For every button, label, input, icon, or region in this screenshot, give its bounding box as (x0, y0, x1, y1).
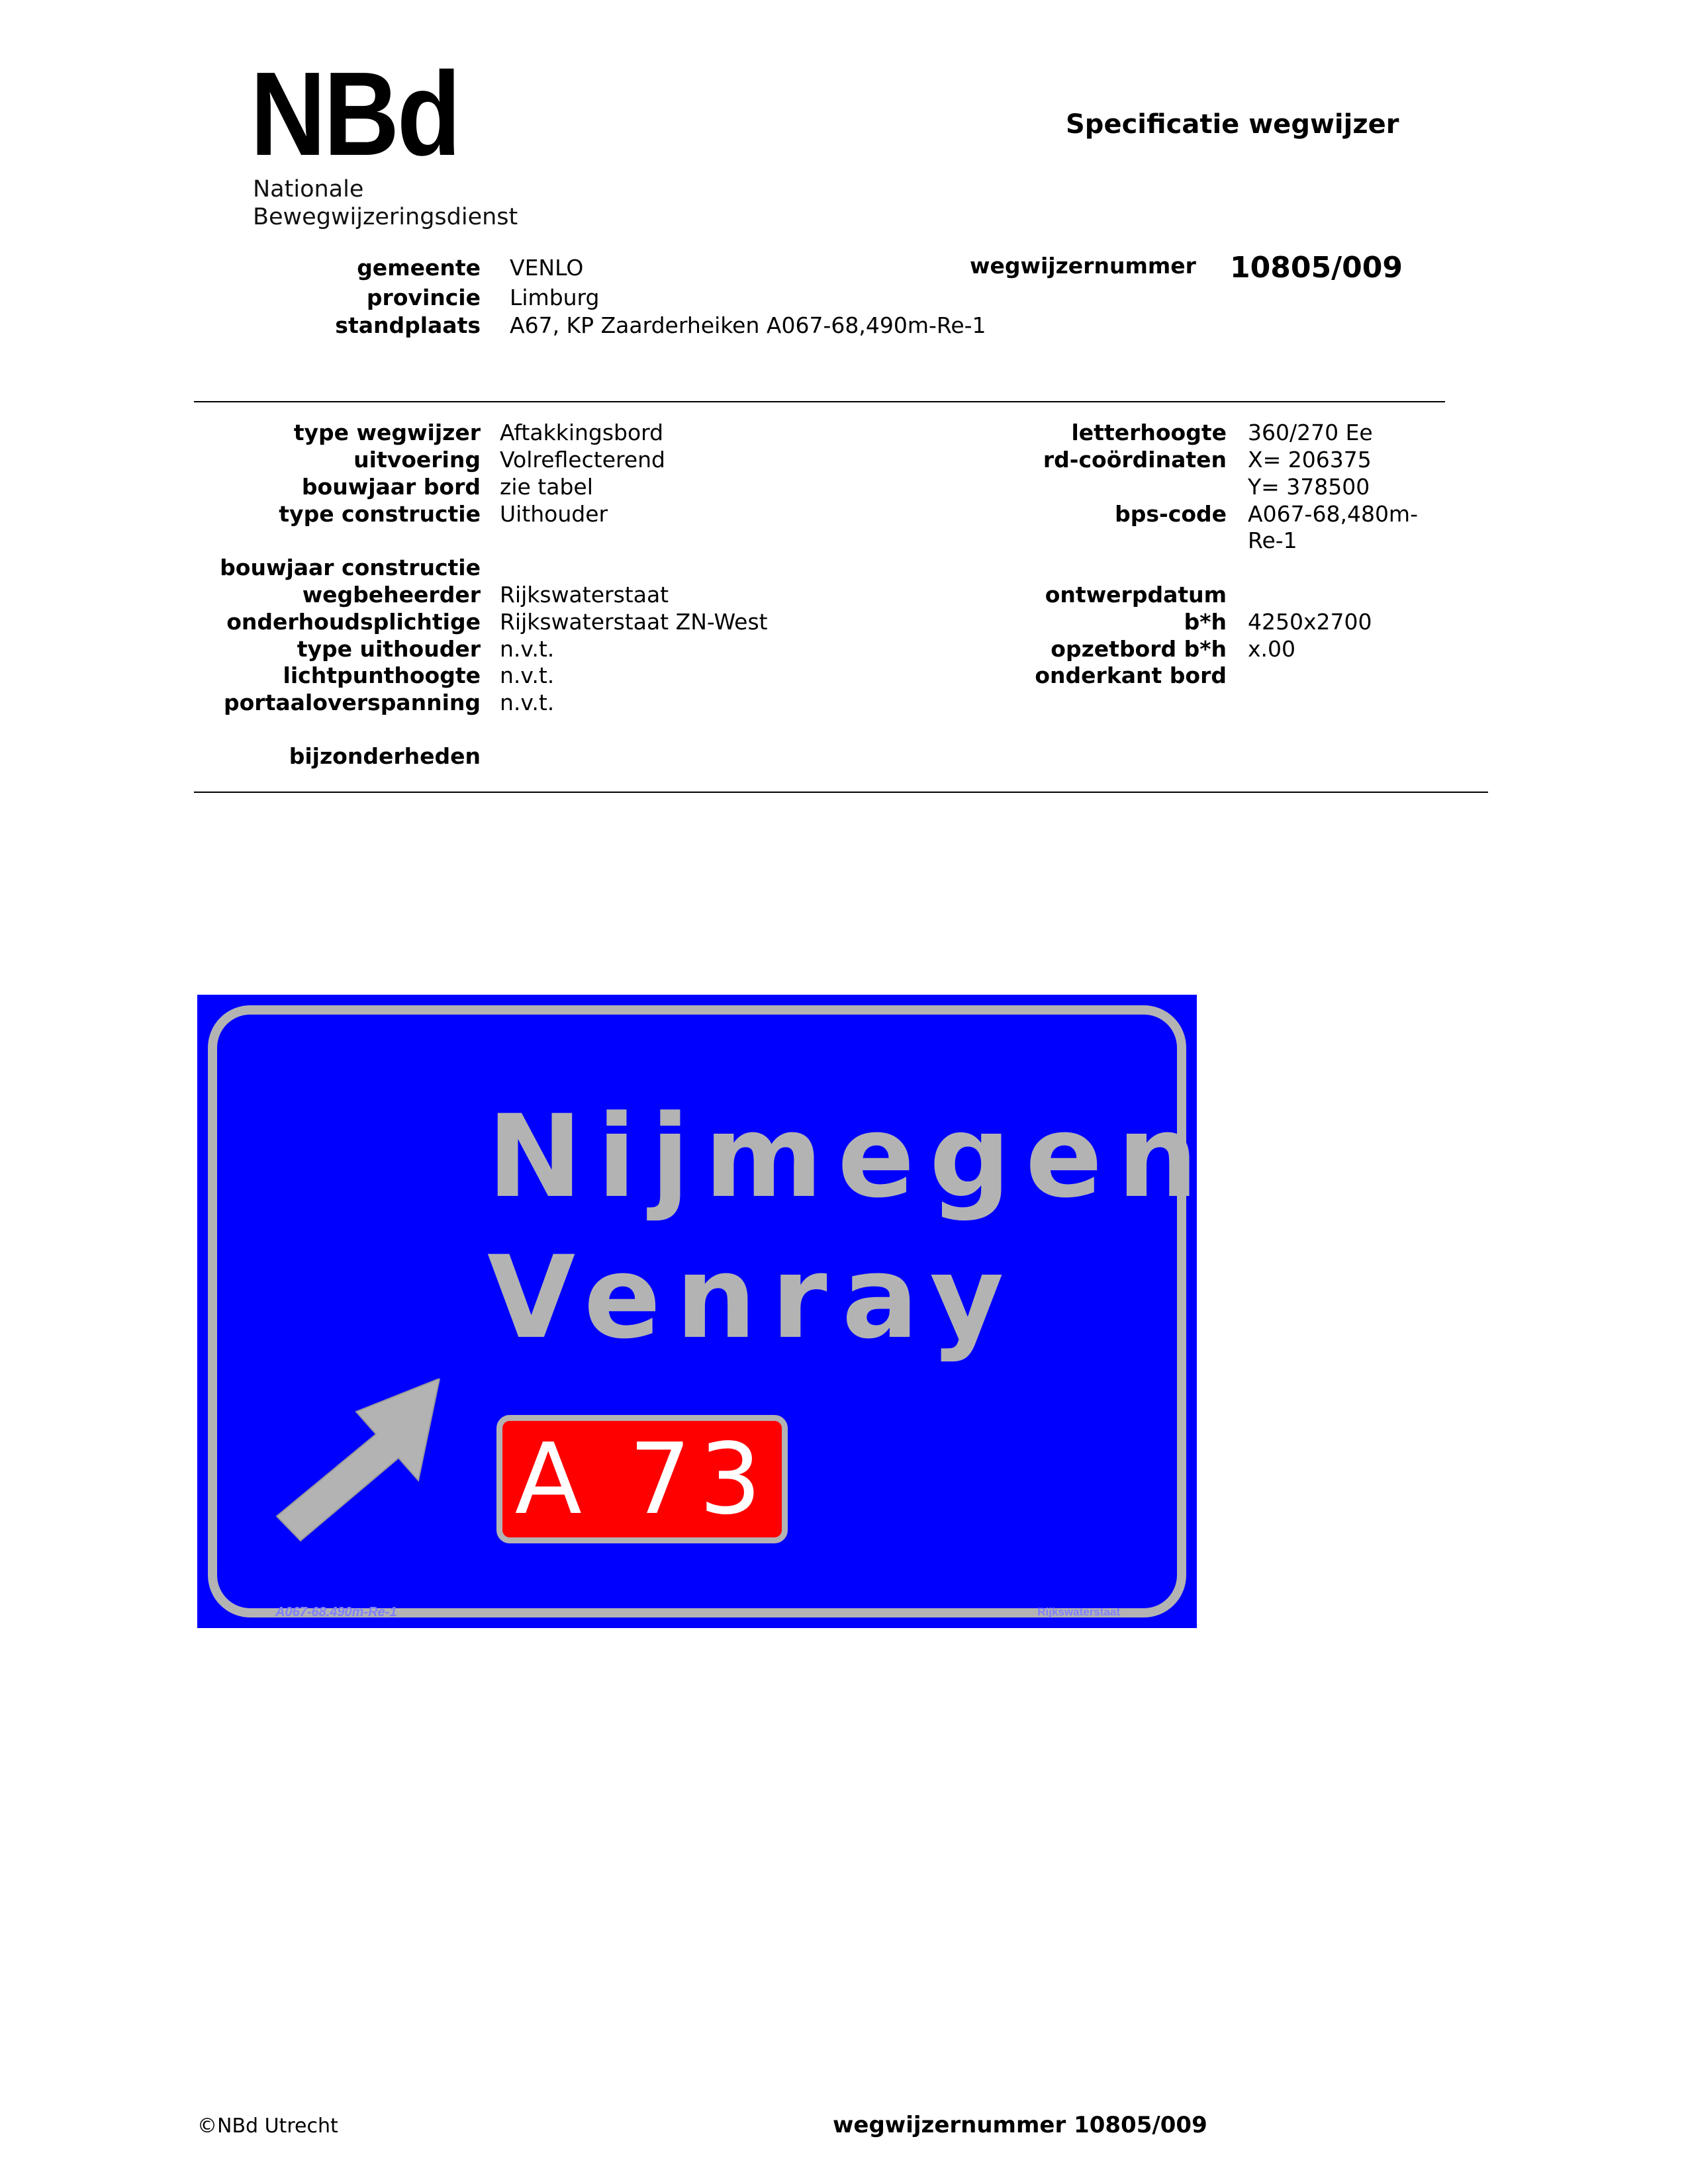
spec-label: lichtpunthoogte (283, 662, 481, 688)
logo-line-1: Nationale (253, 176, 364, 203)
ontwerpdatum-label: ontwerpdatum (1045, 582, 1227, 608)
wegwijzernummer-label: wegwijzernummer (970, 253, 1196, 279)
spec-label: wegbeheerder (302, 582, 481, 608)
bh-label: b*h (1184, 609, 1227, 635)
spec-label: type constructie (279, 501, 481, 527)
route-shield (496, 1415, 788, 1543)
spec-value: Rijkswaterstaat ZN-West (500, 609, 768, 635)
standplaats-label: standplaats (335, 312, 481, 338)
provincie-value: Limburg (510, 285, 600, 310)
spec-label: bijzonderheden (289, 743, 481, 769)
spec-label: bouwjaar bord (301, 474, 481, 500)
divider-top (194, 401, 1445, 402)
bps-code-label: bps-code (1115, 501, 1227, 527)
arrow-up-right-icon (263, 1379, 449, 1551)
footer-nummer: wegwijzernummer 10805/009 (833, 2112, 1207, 2138)
destination-venray: Venray (487, 1231, 1019, 1364)
spec-label: type wegwijzer (293, 420, 481, 445)
standplaats-value: A67, KP Zaarderheiken A067-68,490m-Re-1 (510, 312, 986, 338)
provincie-label: provincie (366, 285, 481, 310)
spec-label: uitvoering (353, 447, 481, 473)
spec-value: zie tabel (500, 474, 593, 500)
bps-code-line-1: A067-68,480m- (1248, 501, 1418, 527)
spec-value: n.v.t. (500, 690, 555, 715)
rd-x-value: X= 206375 (1248, 447, 1372, 473)
divider-bottom (194, 792, 1488, 793)
spec-value: n.v.t. (500, 636, 555, 662)
spec-label: onderhoudsplichtige (226, 609, 481, 635)
gemeente-value: VENLO (510, 255, 584, 281)
spec-label: type uithouder (297, 636, 481, 662)
logo-line-2: Bewegwijzeringsdienst (253, 204, 518, 230)
spec-label: bouwjaar constructie (220, 555, 481, 580)
spec-value: Rijkswaterstaat (500, 582, 669, 608)
spec-label: portaaloverspanning (224, 690, 481, 715)
gemeente-label: gemeente (357, 255, 481, 281)
opzetbord-label: opzetbord b*h (1051, 636, 1227, 662)
spec-value: Volreflecterend (500, 447, 665, 473)
wegwijzernummer-value: 10805/009 (1230, 251, 1403, 285)
road-sign (197, 995, 1213, 1628)
letterhoogte-value: 360/270 Ee (1248, 420, 1373, 445)
document-title: Specificatie wegwijzer (1066, 109, 1399, 140)
rd-y-value: Y= 378500 (1248, 474, 1370, 500)
bps-code-line-2: Re-1 (1248, 527, 1297, 553)
bh-value: 4250x2700 (1248, 609, 1372, 635)
spec-value: n.v.t. (500, 662, 555, 688)
spec-value: Uithouder (500, 501, 608, 527)
rd-coordinaten-label: rd-coördinaten (1043, 447, 1227, 473)
onderkant-label: onderkant bord (1035, 662, 1227, 688)
letterhoogte-label: letterhoogte (1071, 420, 1227, 445)
destination-nijmegen: Nijmegen (487, 1090, 1213, 1223)
route-number: A 73 (514, 1422, 770, 1536)
opzetbord-value: x.00 (1248, 636, 1296, 662)
sign-owner: Rijkswaterstaat (1037, 1606, 1120, 1618)
nbd-logo: NBd (250, 48, 459, 181)
spec-value: Aftakkingsbord (500, 420, 664, 445)
sign-location-code: A067-68.490m-Re-1 (275, 1605, 397, 1619)
footer-copyright: ©NBd Utrecht (197, 2115, 338, 2138)
